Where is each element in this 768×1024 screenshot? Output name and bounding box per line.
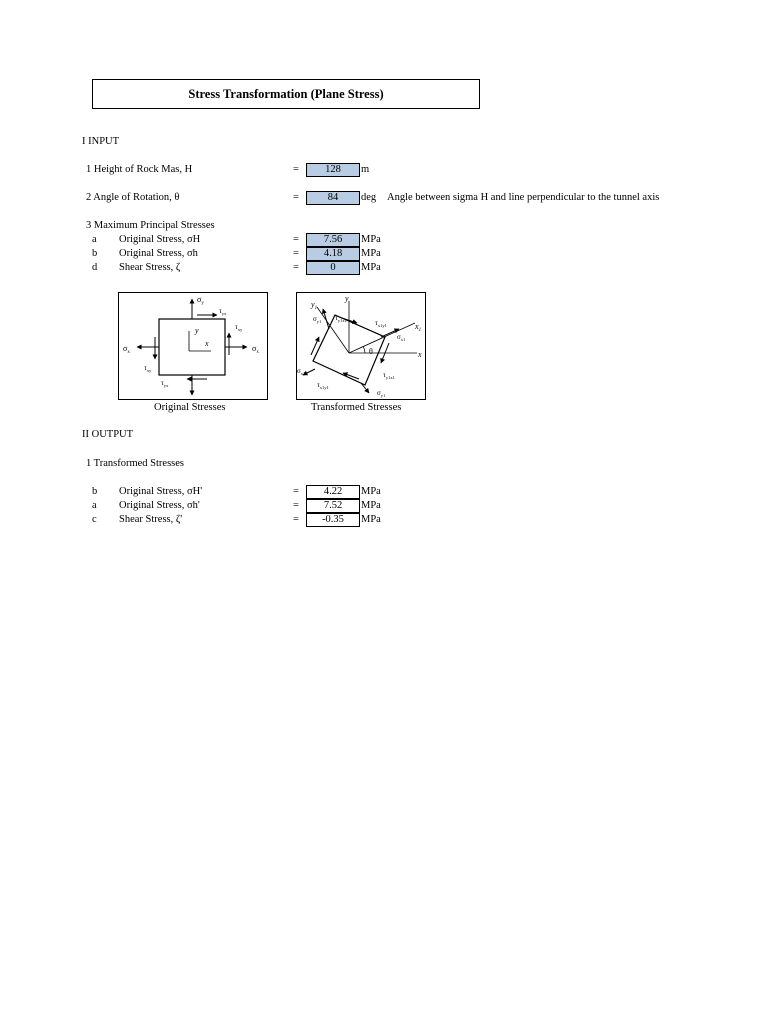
original-stresses-figure (118, 292, 268, 400)
row-equals: = (293, 234, 299, 245)
element-square (159, 319, 225, 375)
row-unit: MPa (361, 248, 381, 259)
row-unit: MPa (361, 500, 381, 511)
sigma-h-prime-output-cell: 7.52 (306, 499, 360, 513)
row-letter: c (92, 514, 97, 525)
shear-prime-output-cell: -0.35 (306, 513, 360, 527)
original-stresses-diagram (119, 293, 267, 399)
original-stresses-caption: Original Stresses (154, 402, 226, 413)
row-letter: b (92, 248, 98, 259)
y-axis-label: y (195, 326, 199, 335)
row-equals: = (293, 514, 299, 525)
tau-xy-label-left: $\tau_{xy}$ (144, 364, 152, 373)
tau-xy-label-right: $\tau_{xy}$ (235, 323, 243, 332)
row-unit: MPa (361, 514, 381, 525)
x1-label: $x_1$ (415, 322, 422, 333)
transformed-stresses-figure (296, 292, 426, 400)
row-unit: MPa (361, 486, 381, 497)
row-name: Shear Stress, ζ' (119, 514, 183, 525)
input-heading: I INPUT (82, 136, 120, 147)
height-input-cell[interactable]: 128 (306, 163, 360, 177)
global-x-label: x (418, 350, 422, 359)
sigma-y1-top-arrow (323, 309, 329, 329)
transformed-stresses-diagram (297, 293, 425, 399)
sigma-x-label-right: $\sigma_x$ (252, 344, 259, 355)
sigma-y1-label-top: $\sigma_{y1}$ (313, 315, 322, 324)
row-name: Original Stress, σh (119, 248, 198, 259)
row-equals: = (293, 486, 299, 497)
tau-yx-label-top: $\tau_{yx}$ (219, 307, 227, 316)
row-equals: = (293, 248, 299, 259)
row-name: Original Stress, σh' (119, 500, 200, 511)
sigma-y-label: $\sigma_y$ (197, 295, 204, 306)
sigma-H-prime-output-cell: 4.22 (306, 485, 360, 499)
row-equals: = (293, 262, 299, 273)
sigma-H-input-cell[interactable]: 7.56 (306, 233, 360, 247)
theta-label: θ (369, 347, 373, 356)
angle-input-cell[interactable]: 84 (306, 191, 360, 205)
tau-yx-label-bottom: $\tau_{yx}$ (161, 379, 169, 388)
global-y-label: y (345, 294, 349, 303)
principal-label: 3 Maximum Principal Stresses (86, 220, 215, 231)
theta-arc (363, 346, 365, 353)
row-unit: MPa (361, 262, 381, 273)
row-equals: = (293, 500, 299, 511)
height-label: 1 Height of Rock Mas, H (86, 164, 193, 175)
angle-unit: deg (361, 192, 377, 203)
height-unit: m (361, 164, 370, 175)
row-letter: a (92, 234, 97, 245)
sigma-y1-label-bottom: $\sigma_{y1}$ (377, 389, 386, 398)
row-letter: d (92, 262, 98, 273)
transformed-label: 1 Transformed Stresses (86, 458, 185, 469)
sigma-h-input-cell[interactable]: 4.18 (306, 247, 360, 261)
sheet-title: Stress Transformation (Plane Stress) (92, 79, 480, 109)
transformed-stresses-caption: Transformed Stresses (311, 402, 402, 413)
height-equals: = (293, 164, 299, 175)
row-letter: a (92, 500, 97, 511)
output-heading: II OUTPUT (82, 429, 134, 440)
row-name: Original Stress, σH (119, 234, 201, 245)
tau-y1x1-label-bottom: $\tau_{y1x1}$ (383, 371, 395, 380)
tau-y1x1-label-top: $\tau_{y1x1}$ (335, 314, 347, 323)
x-axis-label: x (205, 339, 209, 348)
sigma-x1-label-right: $\sigma_{x1}$ (397, 333, 406, 342)
sigma-x1-label-left: $\sigma_{x1}$ (297, 367, 306, 376)
angle-label: 2 Angle of Rotation, θ (86, 192, 180, 203)
row-letter: b (92, 486, 98, 497)
row-name: Original Stress, σH' (119, 486, 203, 497)
tau-x1y1-label-top: $\tau_{x1y1}$ (375, 319, 387, 328)
shear-input-cell[interactable]: 0 (306, 261, 360, 275)
row-name: Shear Stress, ζ (119, 262, 181, 273)
angle-equals: = (293, 192, 299, 203)
row-unit: MPa (361, 234, 381, 245)
tau-x1y1-label-bottom: $\tau_{x1y1}$ (317, 381, 329, 390)
y1-label: $y_1$ (311, 300, 318, 311)
sigma-x-label-left: $\sigma_x$ (123, 344, 130, 355)
rotated-y1-axis (317, 307, 349, 353)
angle-note: Angle between sigma H and line perpendicular to the tunnel axis (387, 192, 660, 203)
